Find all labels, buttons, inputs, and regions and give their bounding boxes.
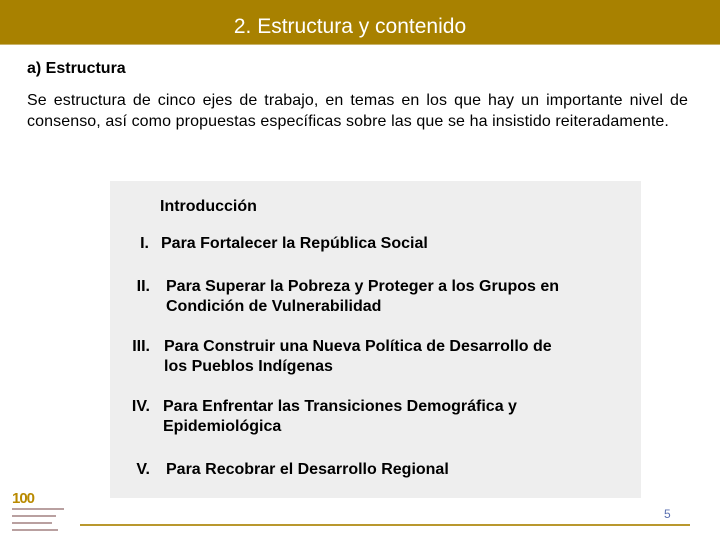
item-number: III.: [132, 338, 150, 355]
logo-number: 100: [12, 490, 35, 507]
item-text: Para Fortalecer la República Social: [161, 235, 428, 252]
header-rule: [0, 44, 720, 45]
item-text-continued: Condición de Vulnerabilidad: [166, 298, 382, 315]
intro-heading: Introducción: [160, 198, 257, 215]
logo-line: [12, 522, 52, 524]
list-item: [110, 397, 640, 439]
item-number: V.: [136, 461, 150, 478]
section-subtitle: a) Estructura: [27, 60, 126, 77]
item-number: I.: [140, 235, 149, 252]
logo-line: [12, 515, 56, 517]
organization-logo: [10, 490, 76, 534]
list-item: [110, 460, 640, 482]
item-text-continued: Epidemiológica: [163, 418, 282, 435]
item-text: Para Recobrar el Desarrollo Regional: [166, 461, 449, 478]
item-number: II.: [136, 278, 150, 295]
slide-title: 2. Estructura y contenido: [233, 15, 467, 38]
item-text-continued: los Pueblos Indígenas: [164, 358, 333, 375]
logo-line: [12, 529, 58, 531]
list-item: [110, 277, 640, 319]
item-text: Para Construir una Nueva Política de Desarrollo de: [164, 338, 552, 355]
section-paragraph: Se estructura de cinco ejes de trabajo, en temas en los que hay un importante nivel de consenso, así como propuestas específicas sobre las que se ha insistido reiteradamente.: [27, 92, 688, 130]
footer-line: [80, 524, 690, 526]
logo-line: [12, 508, 64, 510]
item-number: IV.: [131, 398, 150, 415]
list-item: [110, 234, 640, 256]
item-text: Para Enfrentar las Transiciones Demográfica y: [163, 398, 517, 415]
header-bar: [0, 0, 720, 44]
page-number: 5: [664, 507, 671, 521]
list-item: [110, 337, 640, 379]
item-text: Para Superar la Pobreza y Proteger a los Grupos en: [166, 278, 560, 295]
